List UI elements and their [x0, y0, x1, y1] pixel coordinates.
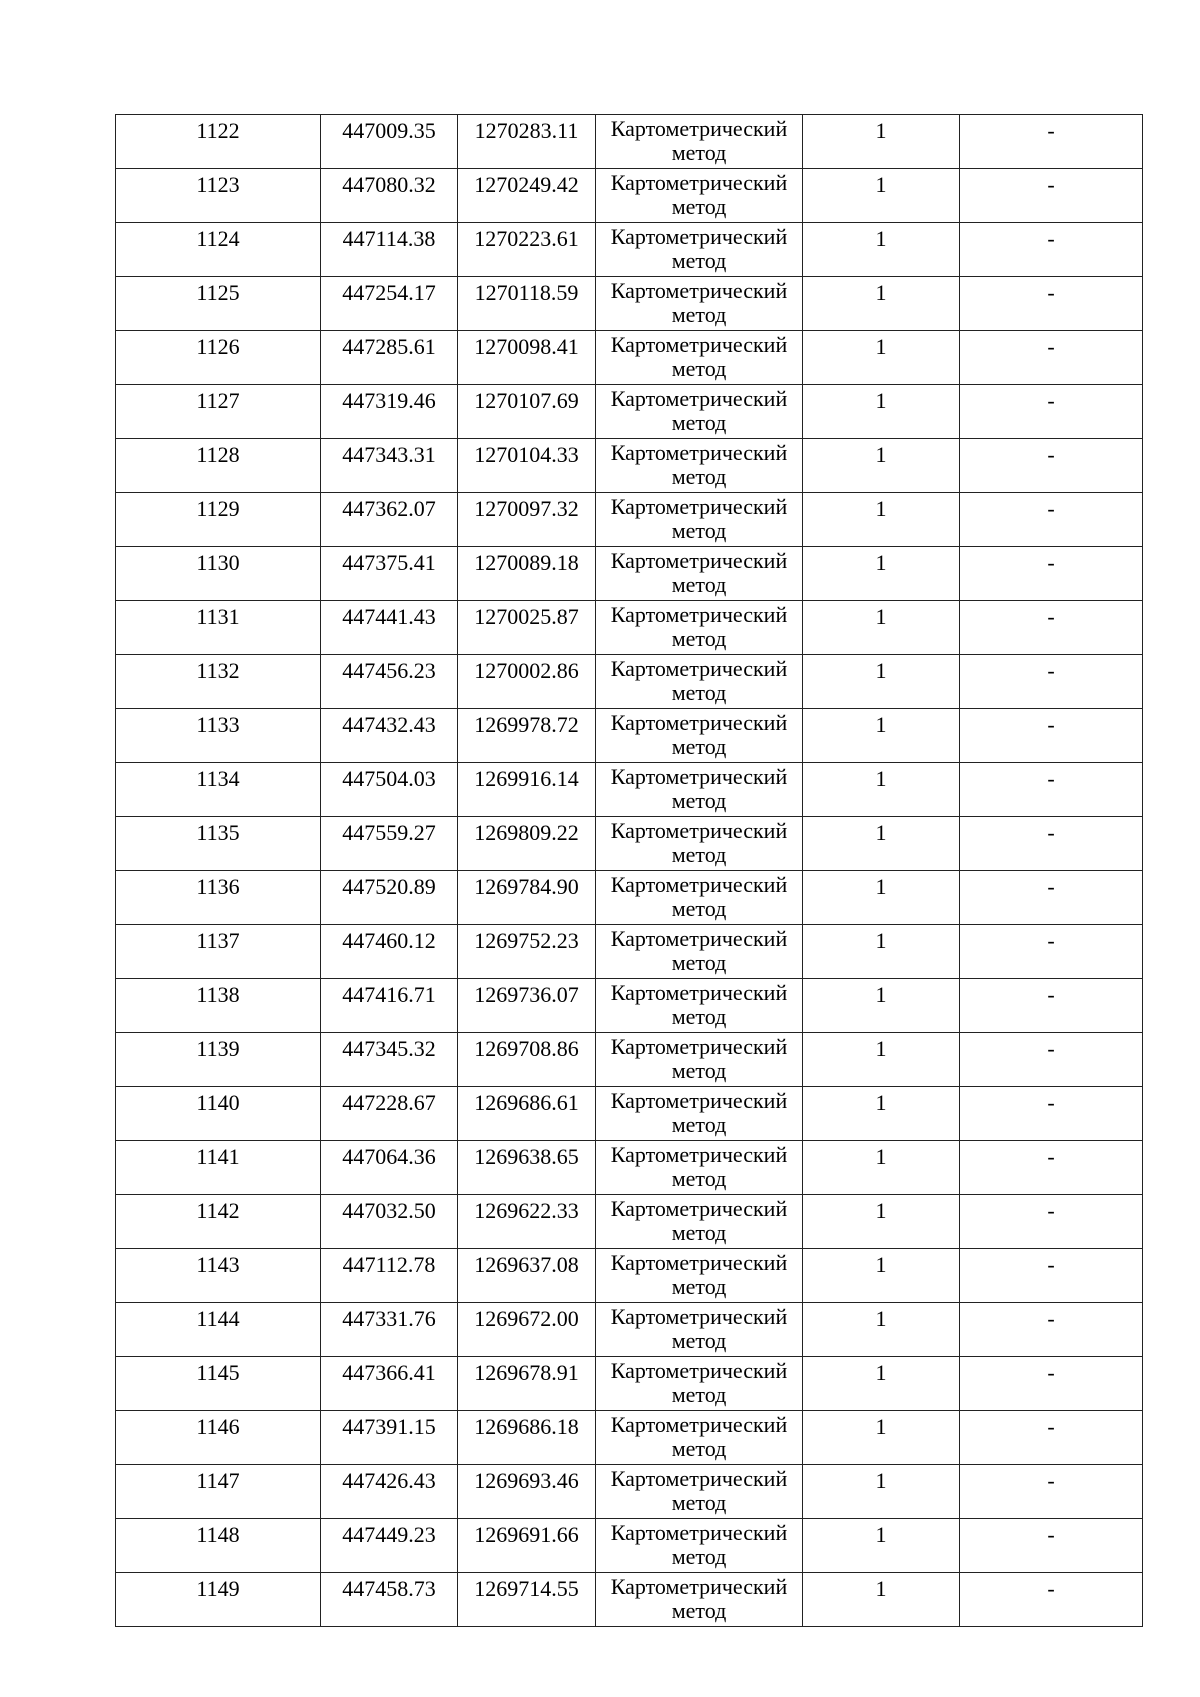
- y-coordinate-cell: 1269686.18: [458, 1411, 596, 1465]
- accuracy-cell: 1: [803, 331, 960, 385]
- x-coordinate-cell: 447520.89: [321, 871, 458, 925]
- accuracy-cell: 1: [803, 979, 960, 1033]
- method-line-2: метод: [671, 410, 727, 435]
- x-coordinate-cell: 447064.36: [321, 1141, 458, 1195]
- accuracy-cell: 1: [803, 115, 960, 169]
- y-coordinate-cell: 1269672.00: [458, 1303, 596, 1357]
- point-number-cell: 1139: [116, 1033, 321, 1087]
- table-row: [116, 1087, 1143, 1141]
- table-row: [116, 763, 1143, 817]
- table-row: [116, 979, 1143, 1033]
- note-cell: -: [960, 385, 1143, 439]
- y-coordinate-cell: 1270104.33: [458, 439, 596, 493]
- table-row: [116, 1195, 1143, 1249]
- table-row: [116, 439, 1143, 493]
- method-line-2: метод: [671, 788, 727, 813]
- accuracy-cell: 1: [803, 169, 960, 223]
- y-coordinate-cell: 1269752.23: [458, 925, 596, 979]
- method-line-1: Картометрический: [610, 332, 788, 357]
- point-number-cell: 1127: [116, 385, 321, 439]
- method-line-2: метод: [671, 1166, 727, 1191]
- method-line-1: Картометрический: [610, 1358, 788, 1383]
- method-line-1: Картометрический: [610, 1034, 788, 1059]
- table-row: [116, 1411, 1143, 1465]
- table-row: [116, 1573, 1143, 1627]
- note-cell: -: [960, 979, 1143, 1033]
- x-coordinate-cell: 447559.27: [321, 817, 458, 871]
- x-coordinate-cell: 447345.32: [321, 1033, 458, 1087]
- method-cell: [596, 1087, 803, 1141]
- y-coordinate-cell: 1269916.14: [458, 763, 596, 817]
- method-line-2: метод: [671, 680, 727, 705]
- accuracy-cell: 1: [803, 925, 960, 979]
- point-number-cell: 1145: [116, 1357, 321, 1411]
- y-coordinate-cell: 1269736.07: [458, 979, 596, 1033]
- note-cell: -: [960, 1249, 1143, 1303]
- table-row: [116, 547, 1143, 601]
- method-line-2: метод: [671, 950, 727, 975]
- method-cell: [596, 925, 803, 979]
- accuracy-cell: 1: [803, 1195, 960, 1249]
- method-cell: [596, 385, 803, 439]
- y-coordinate-cell: 1269809.22: [458, 817, 596, 871]
- method-line-2: метод: [671, 1112, 727, 1137]
- point-number-cell: 1142: [116, 1195, 321, 1249]
- accuracy-cell: 1: [803, 1033, 960, 1087]
- note-cell: -: [960, 655, 1143, 709]
- x-coordinate-cell: 447112.78: [321, 1249, 458, 1303]
- method-cell: [596, 709, 803, 763]
- coordinates-table: [115, 114, 1143, 1627]
- method-line-2: метод: [671, 1058, 727, 1083]
- table-row: [116, 1249, 1143, 1303]
- method-cell: [596, 547, 803, 601]
- table-row: [116, 1465, 1143, 1519]
- x-coordinate-cell: 447114.38: [321, 223, 458, 277]
- table-row: [116, 1303, 1143, 1357]
- note-cell: -: [960, 223, 1143, 277]
- accuracy-cell: 1: [803, 1465, 960, 1519]
- method-line-2: метод: [671, 572, 727, 597]
- method-line-1: Картометрический: [610, 224, 788, 249]
- point-number-cell: 1122: [116, 115, 321, 169]
- method-line-1: Картометрический: [610, 116, 788, 141]
- y-coordinate-cell: 1270098.41: [458, 331, 596, 385]
- accuracy-cell: 1: [803, 223, 960, 277]
- coordinates-table-body: [116, 115, 1143, 1627]
- y-coordinate-cell: 1269978.72: [458, 709, 596, 763]
- x-coordinate-cell: 447458.73: [321, 1573, 458, 1627]
- x-coordinate-cell: 447426.43: [321, 1465, 458, 1519]
- note-cell: -: [960, 1465, 1143, 1519]
- table-row: [116, 817, 1143, 871]
- point-number-cell: 1125: [116, 277, 321, 331]
- method-line-1: Картометрический: [610, 386, 788, 411]
- method-cell: [596, 1519, 803, 1573]
- point-number-cell: 1148: [116, 1519, 321, 1573]
- x-coordinate-cell: 447331.76: [321, 1303, 458, 1357]
- method-cell: [596, 493, 803, 547]
- method-line-2: метод: [671, 1436, 727, 1461]
- y-coordinate-cell: 1270249.42: [458, 169, 596, 223]
- y-coordinate-cell: 1269638.65: [458, 1141, 596, 1195]
- method-line-2: метод: [671, 1544, 727, 1569]
- method-line-2: метод: [671, 626, 727, 651]
- method-line-1: Картометрический: [610, 980, 788, 1005]
- method-cell: [596, 277, 803, 331]
- table-row: [116, 169, 1143, 223]
- method-line-2: метод: [671, 302, 727, 327]
- note-cell: -: [960, 1033, 1143, 1087]
- y-coordinate-cell: 1270283.11: [458, 115, 596, 169]
- point-number-cell: 1138: [116, 979, 321, 1033]
- point-number-cell: 1140: [116, 1087, 321, 1141]
- method-line-1: Картометрический: [610, 818, 788, 843]
- note-cell: -: [960, 871, 1143, 925]
- point-number-cell: 1144: [116, 1303, 321, 1357]
- x-coordinate-cell: 447319.46: [321, 385, 458, 439]
- method-line-1: Картометрический: [610, 1412, 788, 1437]
- method-line-1: Картометрический: [610, 656, 788, 681]
- y-coordinate-cell: 1269708.86: [458, 1033, 596, 1087]
- accuracy-cell: 1: [803, 547, 960, 601]
- method-line-2: метод: [671, 140, 727, 165]
- accuracy-cell: 1: [803, 871, 960, 925]
- x-coordinate-cell: 447432.43: [321, 709, 458, 763]
- method-cell: [596, 439, 803, 493]
- x-coordinate-cell: 447456.23: [321, 655, 458, 709]
- method-cell: [596, 331, 803, 385]
- accuracy-cell: 1: [803, 493, 960, 547]
- method-line-1: Картометрический: [610, 1250, 788, 1275]
- method-line-1: Картометрический: [610, 494, 788, 519]
- y-coordinate-cell: 1270025.87: [458, 601, 596, 655]
- note-cell: -: [960, 1573, 1143, 1627]
- point-number-cell: 1134: [116, 763, 321, 817]
- note-cell: -: [960, 763, 1143, 817]
- y-coordinate-cell: 1269693.46: [458, 1465, 596, 1519]
- table-row: [116, 601, 1143, 655]
- method-cell: [596, 1141, 803, 1195]
- table-row: [116, 655, 1143, 709]
- point-number-cell: 1135: [116, 817, 321, 871]
- method-line-1: Картометрический: [610, 872, 788, 897]
- method-cell: [596, 1195, 803, 1249]
- point-number-cell: 1124: [116, 223, 321, 277]
- note-cell: -: [960, 1519, 1143, 1573]
- accuracy-cell: 1: [803, 1357, 960, 1411]
- method-line-1: Картометрический: [610, 1196, 788, 1221]
- accuracy-cell: 1: [803, 1141, 960, 1195]
- y-coordinate-cell: 1270107.69: [458, 385, 596, 439]
- point-number-cell: 1146: [116, 1411, 321, 1465]
- table-row: [116, 709, 1143, 763]
- table-row: [116, 223, 1143, 277]
- point-number-cell: 1132: [116, 655, 321, 709]
- method-line-1: Картометрический: [610, 1142, 788, 1167]
- method-cell: [596, 871, 803, 925]
- method-cell: [596, 1411, 803, 1465]
- method-line-2: метод: [671, 734, 727, 759]
- note-cell: -: [960, 1303, 1143, 1357]
- table-row: [116, 493, 1143, 547]
- method-line-1: Картометрический: [610, 1574, 788, 1599]
- y-coordinate-cell: 1269691.66: [458, 1519, 596, 1573]
- method-line-1: Картометрический: [610, 926, 788, 951]
- method-line-1: Картометрический: [610, 764, 788, 789]
- method-cell: [596, 979, 803, 1033]
- table-row: [116, 115, 1143, 169]
- method-line-2: метод: [671, 1598, 727, 1623]
- x-coordinate-cell: 447504.03: [321, 763, 458, 817]
- method-line-2: метод: [671, 356, 727, 381]
- point-number-cell: 1136: [116, 871, 321, 925]
- y-coordinate-cell: 1270223.61: [458, 223, 596, 277]
- x-coordinate-cell: 447343.31: [321, 439, 458, 493]
- table-row: [116, 871, 1143, 925]
- method-line-2: метод: [671, 1274, 727, 1299]
- x-coordinate-cell: 447416.71: [321, 979, 458, 1033]
- method-line-2: метод: [671, 1382, 727, 1407]
- method-cell: [596, 763, 803, 817]
- note-cell: -: [960, 1195, 1143, 1249]
- point-number-cell: 1129: [116, 493, 321, 547]
- table-row: [116, 331, 1143, 385]
- method-line-2: метод: [671, 1328, 727, 1353]
- note-cell: -: [960, 493, 1143, 547]
- note-cell: -: [960, 547, 1143, 601]
- table-row: [116, 385, 1143, 439]
- x-coordinate-cell: 447285.61: [321, 331, 458, 385]
- method-cell: [596, 1357, 803, 1411]
- method-line-2: метод: [671, 1220, 727, 1245]
- method-cell: [596, 1033, 803, 1087]
- accuracy-cell: 1: [803, 655, 960, 709]
- method-line-2: метод: [671, 248, 727, 273]
- note-cell: -: [960, 115, 1143, 169]
- note-cell: -: [960, 1357, 1143, 1411]
- y-coordinate-cell: 1269622.33: [458, 1195, 596, 1249]
- method-cell: [596, 655, 803, 709]
- method-cell: [596, 601, 803, 655]
- y-coordinate-cell: 1269686.61: [458, 1087, 596, 1141]
- point-number-cell: 1131: [116, 601, 321, 655]
- x-coordinate-cell: 447080.32: [321, 169, 458, 223]
- method-line-1: Картометрический: [610, 1466, 788, 1491]
- table-row: [116, 277, 1143, 331]
- point-number-cell: 1141: [116, 1141, 321, 1195]
- x-coordinate-cell: 447362.07: [321, 493, 458, 547]
- method-line-1: Картометрический: [610, 710, 788, 735]
- note-cell: -: [960, 169, 1143, 223]
- method-line-2: метод: [671, 1004, 727, 1029]
- accuracy-cell: 1: [803, 1249, 960, 1303]
- note-cell: -: [960, 439, 1143, 493]
- x-coordinate-cell: 447254.17: [321, 277, 458, 331]
- method-cell: [596, 1465, 803, 1519]
- method-line-2: метод: [671, 842, 727, 867]
- point-number-cell: 1149: [116, 1573, 321, 1627]
- y-coordinate-cell: 1270089.18: [458, 547, 596, 601]
- method-line-2: метод: [671, 1490, 727, 1515]
- point-number-cell: 1123: [116, 169, 321, 223]
- accuracy-cell: 1: [803, 709, 960, 763]
- note-cell: -: [960, 277, 1143, 331]
- x-coordinate-cell: 447009.35: [321, 115, 458, 169]
- point-number-cell: 1130: [116, 547, 321, 601]
- method-line-1: Картометрический: [610, 170, 788, 195]
- accuracy-cell: 1: [803, 763, 960, 817]
- accuracy-cell: 1: [803, 277, 960, 331]
- note-cell: -: [960, 1087, 1143, 1141]
- method-line-1: Картометрический: [610, 548, 788, 573]
- method-cell: [596, 169, 803, 223]
- note-cell: -: [960, 601, 1143, 655]
- x-coordinate-cell: 447228.67: [321, 1087, 458, 1141]
- point-number-cell: 1147: [116, 1465, 321, 1519]
- point-number-cell: 1137: [116, 925, 321, 979]
- x-coordinate-cell: 447375.41: [321, 547, 458, 601]
- method-line-2: метод: [671, 194, 727, 219]
- accuracy-cell: 1: [803, 1303, 960, 1357]
- note-cell: -: [960, 1411, 1143, 1465]
- y-coordinate-cell: 1270002.86: [458, 655, 596, 709]
- table-row: [116, 1357, 1143, 1411]
- table-row: [116, 925, 1143, 979]
- point-number-cell: 1126: [116, 331, 321, 385]
- method-cell: [596, 1249, 803, 1303]
- accuracy-cell: 1: [803, 1411, 960, 1465]
- accuracy-cell: 1: [803, 439, 960, 493]
- table-row: [116, 1519, 1143, 1573]
- accuracy-cell: 1: [803, 601, 960, 655]
- x-coordinate-cell: 447032.50: [321, 1195, 458, 1249]
- method-cell: [596, 1573, 803, 1627]
- method-line-1: Картометрический: [610, 1520, 788, 1545]
- accuracy-cell: 1: [803, 817, 960, 871]
- x-coordinate-cell: 447366.41: [321, 1357, 458, 1411]
- x-coordinate-cell: 447441.43: [321, 601, 458, 655]
- method-line-2: метод: [671, 518, 727, 543]
- table-row: [116, 1141, 1143, 1195]
- accuracy-cell: 1: [803, 1573, 960, 1627]
- y-coordinate-cell: 1270097.32: [458, 493, 596, 547]
- method-cell: [596, 223, 803, 277]
- x-coordinate-cell: 447391.15: [321, 1411, 458, 1465]
- y-coordinate-cell: 1270118.59: [458, 277, 596, 331]
- note-cell: -: [960, 331, 1143, 385]
- accuracy-cell: 1: [803, 1519, 960, 1573]
- method-line-2: метод: [671, 464, 727, 489]
- table-row: [116, 1033, 1143, 1087]
- note-cell: -: [960, 709, 1143, 763]
- y-coordinate-cell: 1269714.55: [458, 1573, 596, 1627]
- accuracy-cell: 1: [803, 385, 960, 439]
- note-cell: -: [960, 925, 1143, 979]
- method-line-1: Картометрический: [610, 1304, 788, 1329]
- x-coordinate-cell: 447449.23: [321, 1519, 458, 1573]
- method-line-1: Картометрический: [610, 602, 788, 627]
- y-coordinate-cell: 1269784.90: [458, 871, 596, 925]
- point-number-cell: 1128: [116, 439, 321, 493]
- method-cell: [596, 115, 803, 169]
- x-coordinate-cell: 447460.12: [321, 925, 458, 979]
- y-coordinate-cell: 1269678.91: [458, 1357, 596, 1411]
- y-coordinate-cell: 1269637.08: [458, 1249, 596, 1303]
- point-number-cell: 1143: [116, 1249, 321, 1303]
- point-number-cell: 1133: [116, 709, 321, 763]
- method-line-1: Картометрический: [610, 440, 788, 465]
- method-line-1: Картометрический: [610, 1088, 788, 1113]
- method-cell: [596, 1303, 803, 1357]
- method-cell: [596, 817, 803, 871]
- accuracy-cell: 1: [803, 1087, 960, 1141]
- method-line-1: Картометрический: [610, 278, 788, 303]
- method-line-2: метод: [671, 896, 727, 921]
- note-cell: -: [960, 817, 1143, 871]
- note-cell: -: [960, 1141, 1143, 1195]
